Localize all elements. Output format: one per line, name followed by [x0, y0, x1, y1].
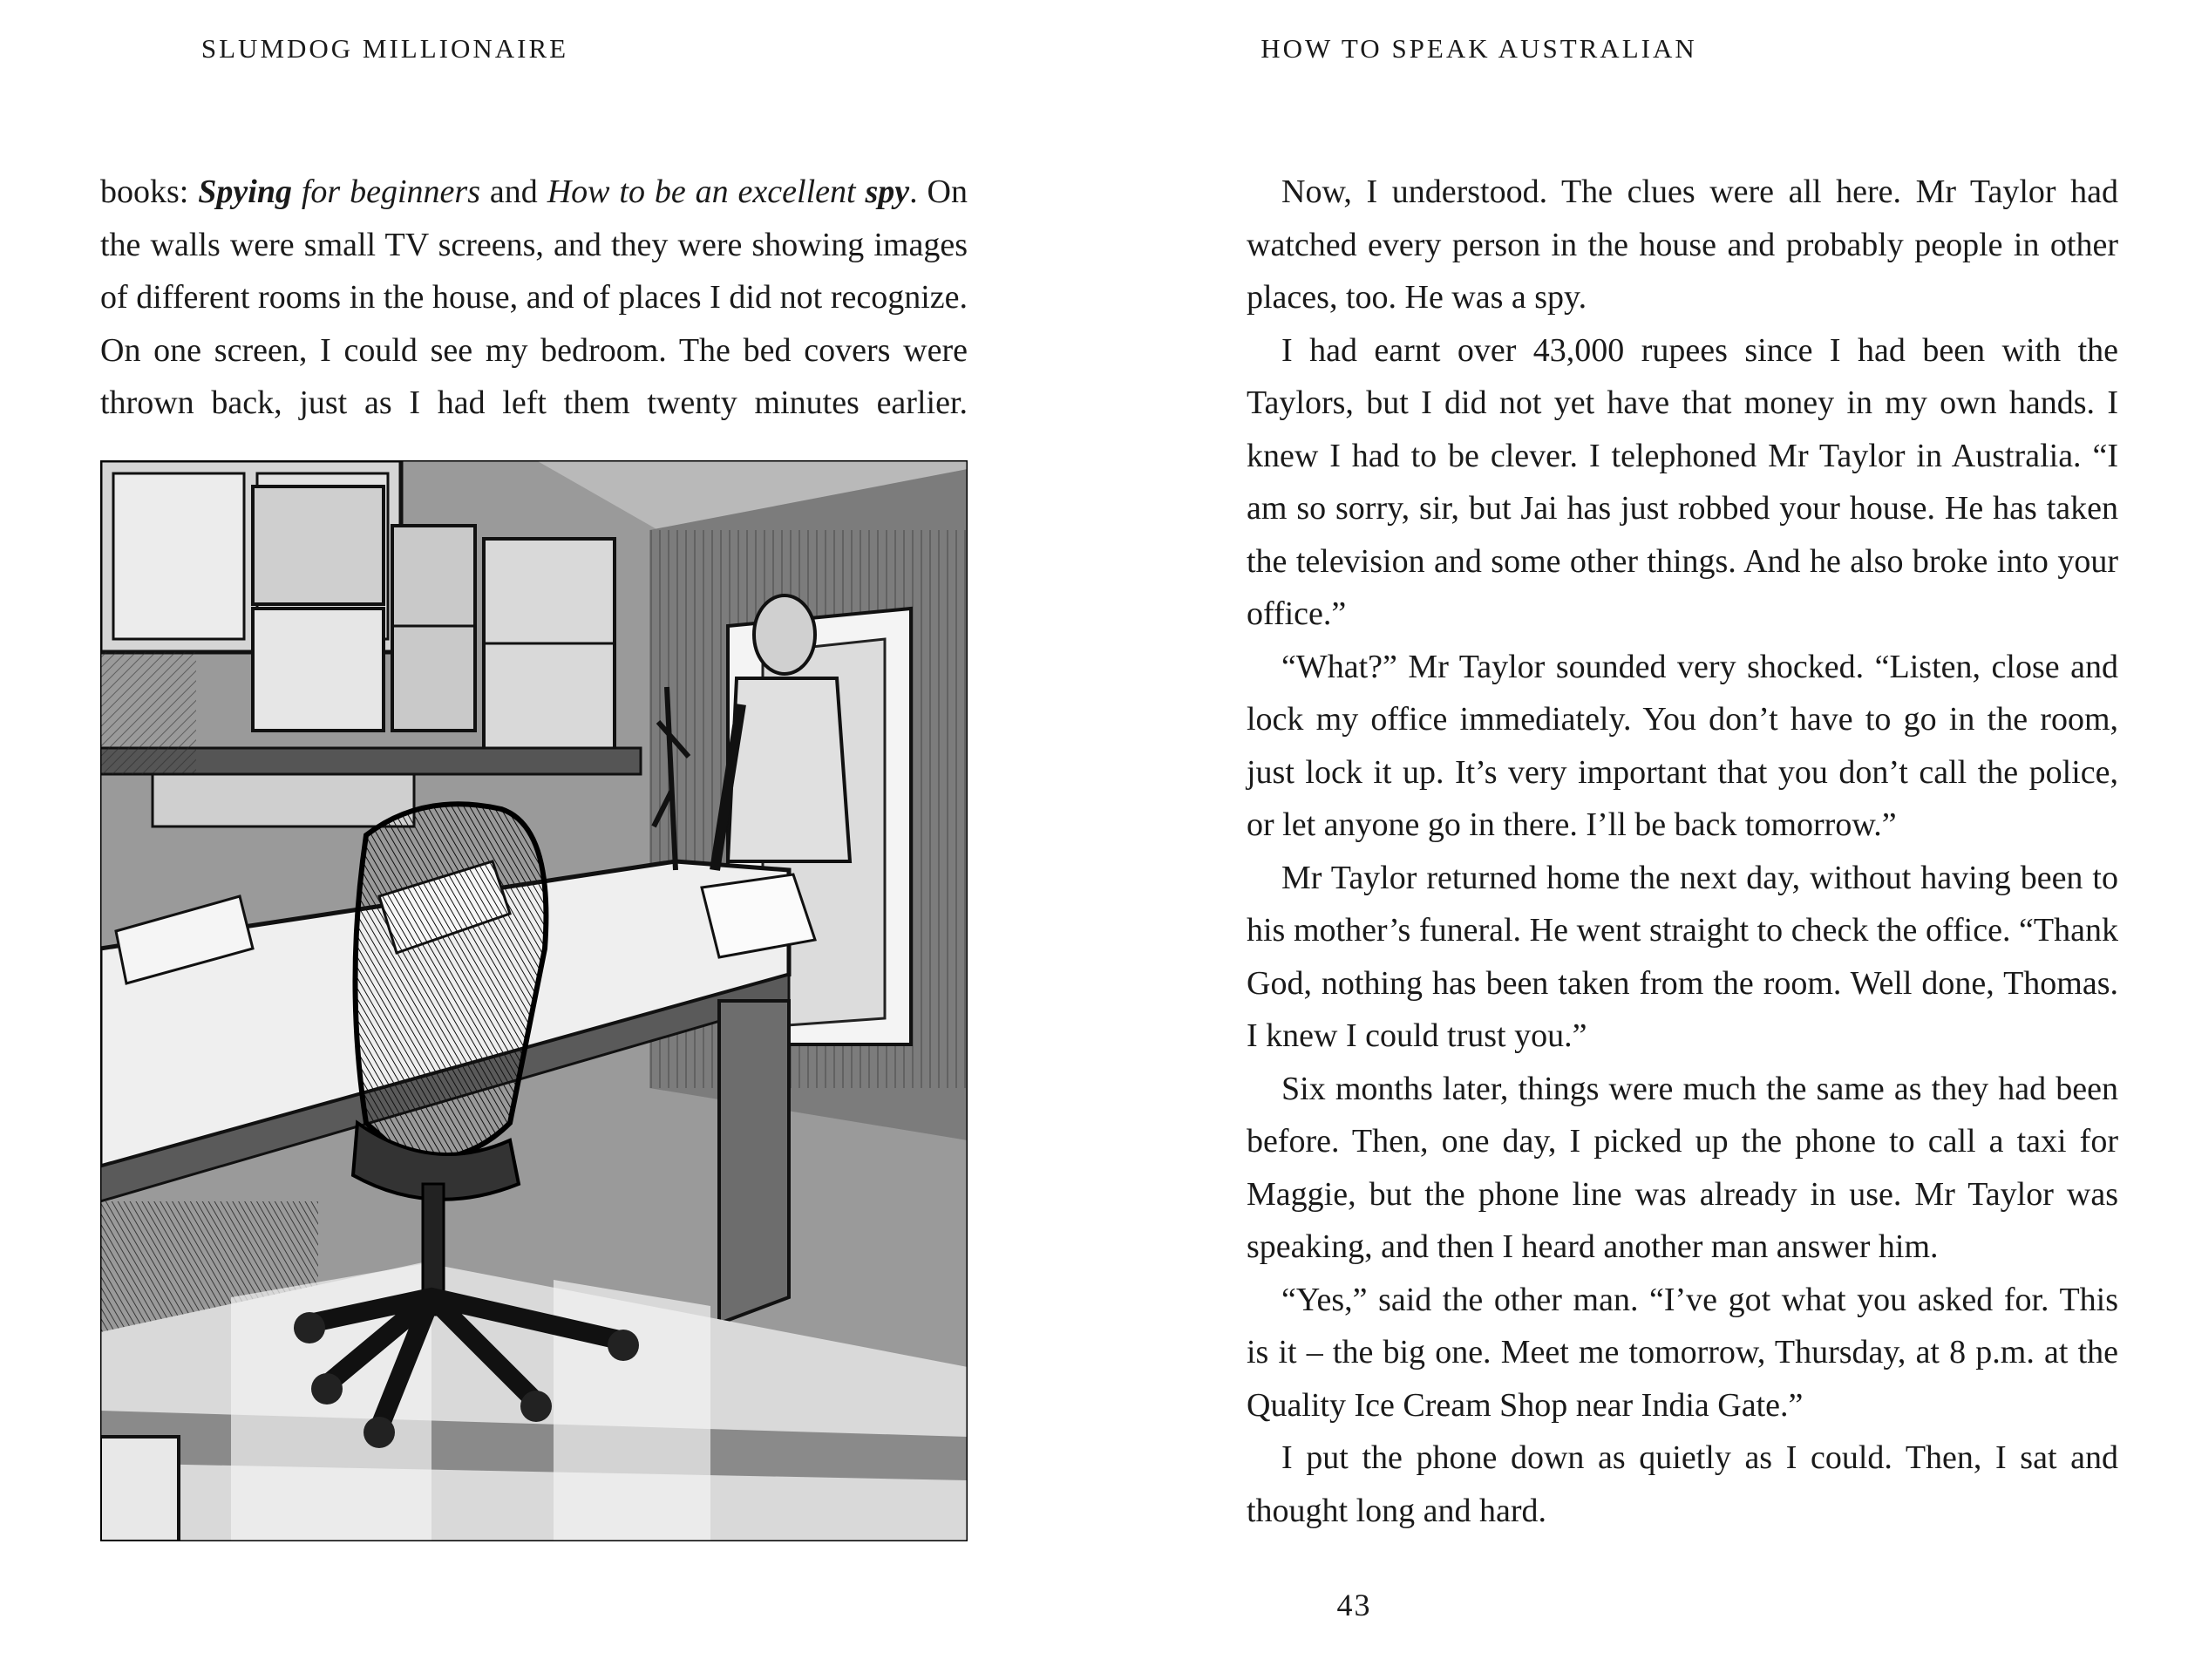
right-paragraph: “Yes,” said the other man. “I’ve got what you asked for. This is it – the big one. Meet me tomorrow, Thursday, at 8 p.m. at the Quality Ice Cream Shop near India Gate.” — [1247, 1281, 2118, 1424]
page-number-right: 43 — [1336, 1588, 1372, 1622]
right-paragraph: I put the phone down as quietly as I could. Then, I sat and thought long and hard. — [1247, 1439, 2118, 1529]
book-title-spying-word: Spying — [198, 173, 292, 210]
right-paragraph: Now, I understood. The clues were all here. Mr Taylor had watched every person in the house and probably people in other places, too. He was a spy. — [1247, 173, 2118, 316]
illustration-svg — [100, 460, 968, 1541]
book-title-spying-rest: for beginners — [291, 173, 481, 210]
right-paragraph: Six months later, things were much the same as they had been before. Then, one day, I picked up the phone to call a taxi for Maggie, but the phone line was already in use. Mr Taylor was speaking, and then I heard another man answer him. — [1247, 1070, 2118, 1265]
page-number-left — [0, 1587, 531, 1623]
right-paragraph: I had earnt over 43,000 rupees since I had been with the Taylors, but I did not yet have that money in my own hands. I knew I had to be clever. I telephoned Mr Taylor in Australia. “I am so sorry, sir, but Jai has just robbed your house. He has taken the television and some other things. And he also broke into your office.” — [1247, 331, 2118, 632]
right-page-text — [1247, 166, 2118, 1537]
running-head-right: HOW TO SPEAK AUSTRALIAN — [1260, 33, 1697, 64]
spy-office-illustration — [100, 460, 968, 1541]
book-title-spy-word: spy — [865, 173, 910, 210]
right-paragraph: “What?” Mr Taylor sounded very shocked. “Listen, close and lock my office immediately. You don’t have to go in the room, just lock it up. It’s very important that you don’t call the police, or let anyone go in there. I’ll be back tomorrow.” — [1247, 648, 2118, 843]
right-page — [1094, 0, 2188, 1680]
left-page-text — [100, 166, 968, 430]
right-paragraph: Mr Taylor returned home the next day, without having been to his mother’s funeral. He went straight to check the office. “Thank God, nothing has been taken from the room. Well done, Thomas. I knew I could trust you.” — [1247, 859, 2118, 1054]
book-title-spy-rest: How to be an excellent — [547, 173, 866, 210]
left-paragraph: books: Spying for beginners and How to be an excellent spy. On the walls were small TV screens, and they were showing images of different rooms in the house, and of places I did not recognize. On one screen, I could see my bedroom. The bed covers were thrown back, just as I had left them twenty minutes earlier. — [100, 173, 968, 421]
running-head-left: SLUMDOG MILLIONAIRE — [200, 33, 569, 64]
